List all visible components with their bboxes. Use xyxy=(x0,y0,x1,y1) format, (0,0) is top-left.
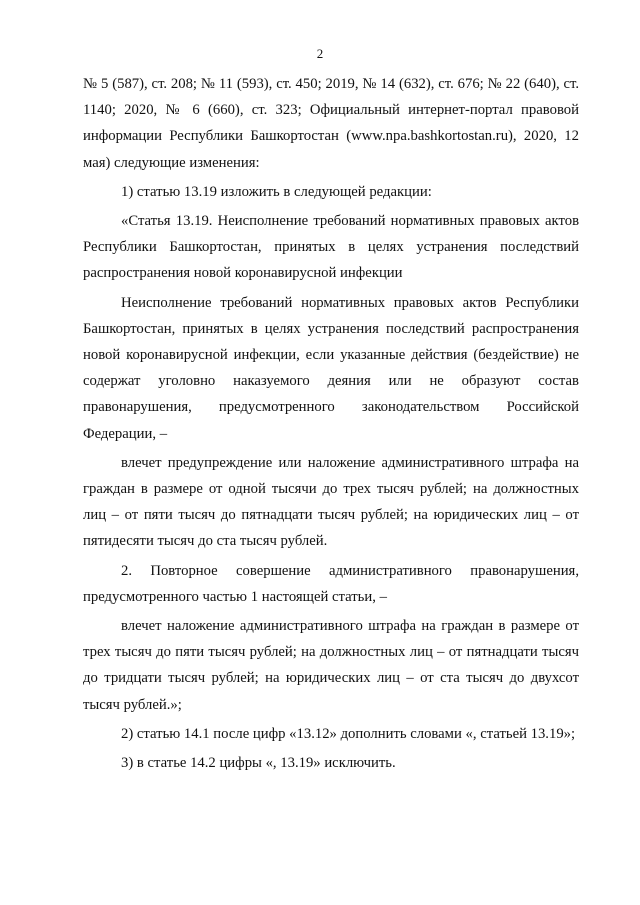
paragraph-article-part-1: Неисполнение требований нормативных правовых актов Республики Башкортостан, принятых в целях устранения последствий распространения новой коронавирусной инфекции, если указанные действия (бездействие) не содержат уголовно наказуемого деяния или не образуют состав правонарушения, предусмотренного законодательством Российской Федерации, – xyxy=(83,294,579,442)
paragraph-item-2: 2) статью 14.1 после цифр «13.12» дополнить словами «, статьей 13.19»; xyxy=(121,725,576,742)
paragraph-article-part-2: 2. Повторное совершение административного правонарушения, предусмотренного частью 1 настоящей статьи, – xyxy=(83,562,579,605)
paragraph-amendment-sources: № 5 (587), ст. 208; № 11 (593), ст. 450; 2019, № 14 (632), ст. 676; № 22 (640), ст. 1140; 2020, № 6 (660), ст. 323; Официальный интернет-портал правовой информации Республики Башкортостан (www.npa.bashkortostan.ru), 2020, 12 мая) следующие изменения: xyxy=(83,76,579,171)
paragraph-penalty-1: влечет предупреждение или наложение административного штрафа на граждан в размере от одной тысячи до трех тысяч рублей; на должностных лиц – от пяти тысяч до пятнадцати тысяч рублей; на юридических лиц – от пятидесяти тысяч до ста тысяч рублей. xyxy=(83,454,579,550)
paragraph-item-3: 3) в статье 14.2 цифры «, 13.19» исключить. xyxy=(121,755,396,772)
document-body xyxy=(83,71,579,776)
paragraph-item-1: 1) статью 13.19 изложить в следующей редакции: xyxy=(121,183,432,200)
paragraph-penalty-2: влечет наложение административного штрафа на граждан в размере от трех тысяч до пяти тысяч рублей; на должностных лиц – от пятнадцати тысяч до тридцати тысяч рублей; на юридических лиц – от ста тысяч до двухсот тысяч рублей.»; xyxy=(83,618,579,713)
paragraph-article-title: «Статья 13.19. Неисполнение требований нормативных правовых актов Республики Башкортостан, принятых в целях устранения последствий распространения новой коронавирусной инфекции xyxy=(83,213,579,282)
page-number: 2 xyxy=(316,46,324,61)
